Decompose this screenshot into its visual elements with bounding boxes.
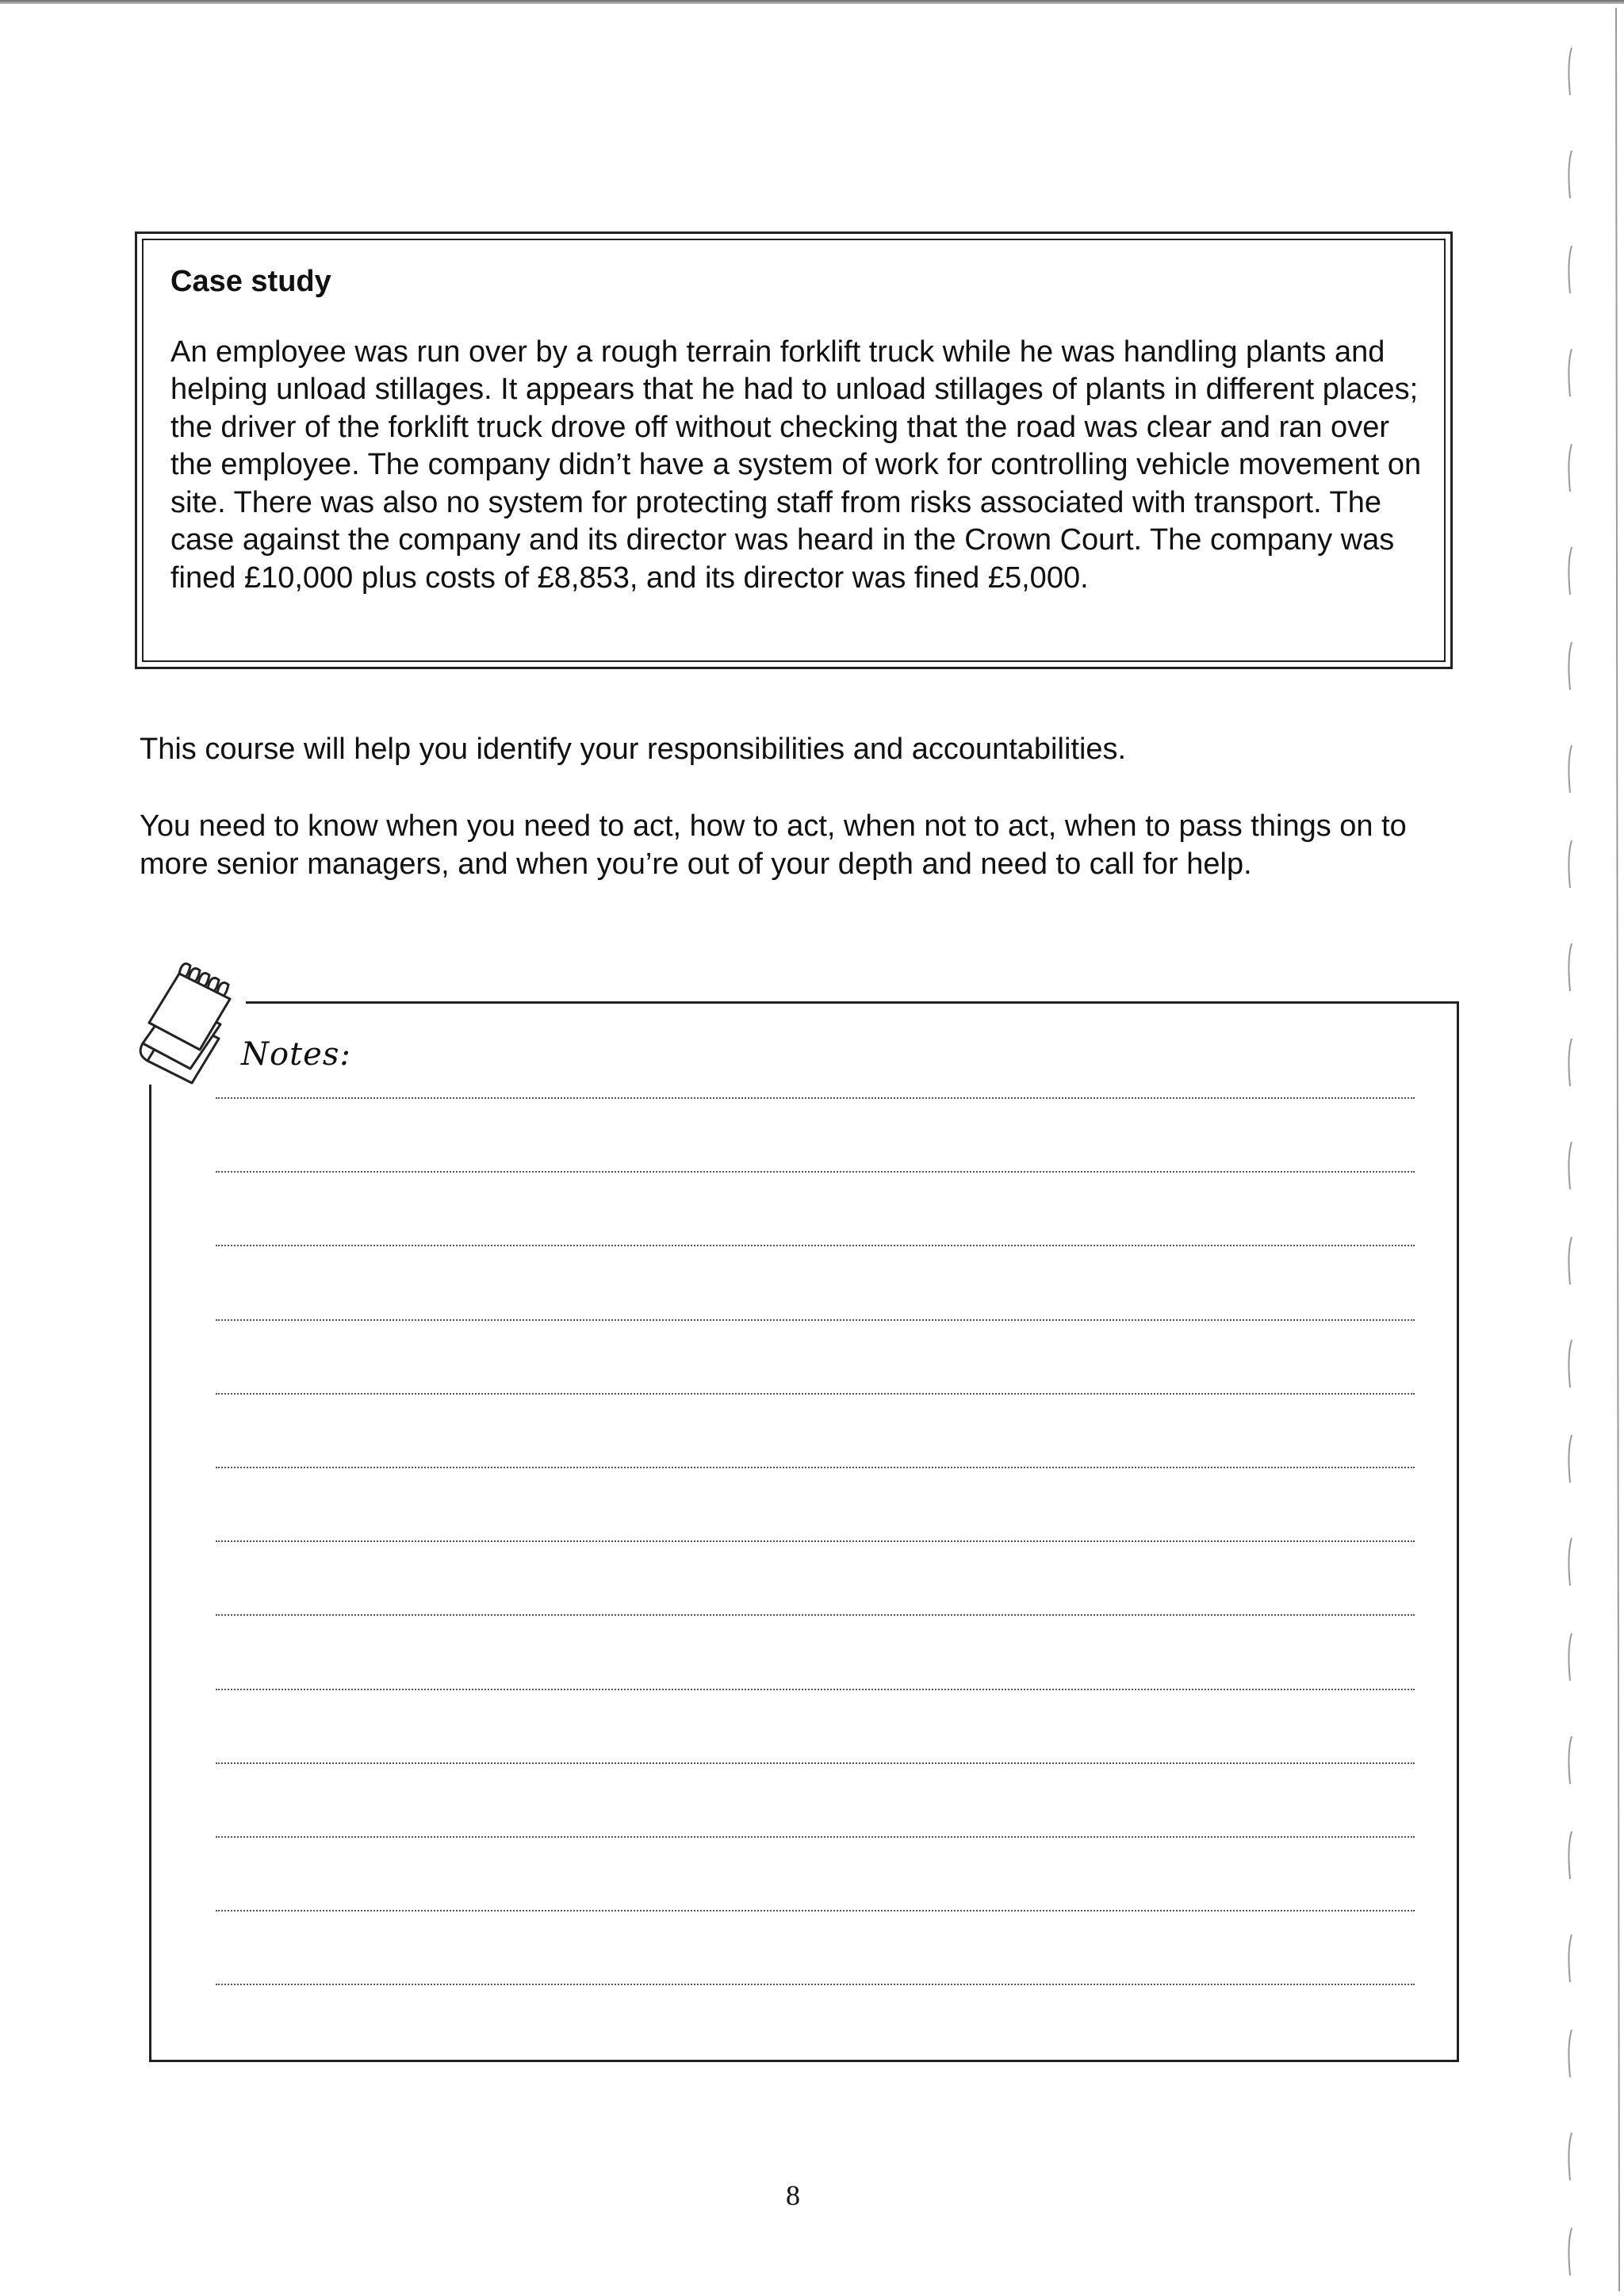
- page-number: 8: [786, 2179, 800, 2211]
- notes-rule-line: [216, 1762, 1415, 1764]
- notes-rule-line: [216, 1689, 1415, 1690]
- notes-label: Notes:: [241, 1036, 351, 1073]
- case-study-box: [135, 232, 1453, 669]
- notes-rule-line: [216, 1540, 1415, 1542]
- notes-rule-line: [216, 1171, 1415, 1173]
- notes-rule-line: [216, 1097, 1415, 1099]
- notes-rule-line: [216, 1393, 1415, 1395]
- guidance-paragraph: You need to know when you need to act, how to act, when not to act, when to pass things on to more senior managers, and when you’re out of your depth and need to call for help.: [140, 809, 1407, 881]
- notes-rule-line: [216, 1910, 1415, 1911]
- notes-rule-line: [216, 1836, 1415, 1838]
- binding-edge-marks: [1537, 0, 1624, 2296]
- notes-box: [149, 1001, 1459, 2062]
- notepad-icon: [133, 950, 246, 1085]
- notes-rule-line: [216, 1319, 1415, 1321]
- notes-rule-line: [216, 1467, 1415, 1468]
- notes-rule-line: [216, 1245, 1415, 1246]
- notes-rule-line: [216, 1614, 1415, 1616]
- case-study-title: Case study: [170, 265, 331, 298]
- case-study-body: An employee was run over by a rough terrain forklift truck while he was handling plants and helping unload stillages. It appears that he had to unload stillages of plants in different places; the driver of the forklift truck drove off without checking that the road was clear and ran over the employee. The company didn’t have a system of work for controlling vehicle movement on site. There was also no system for protecting staff from risks associated with transport. The case against the company and its director was heard in the Crown Court. The company was fined £10,000 plus costs of £8,853, and its director was fined £5,000.: [170, 335, 1422, 595]
- intro-paragraph: This course will help you identify your responsibilities and accountabilities.: [140, 733, 1127, 766]
- notes-rule-line: [216, 1984, 1415, 1985]
- scan-top-edge: [0, 0, 1624, 4]
- case-study-inner: [142, 239, 1446, 662]
